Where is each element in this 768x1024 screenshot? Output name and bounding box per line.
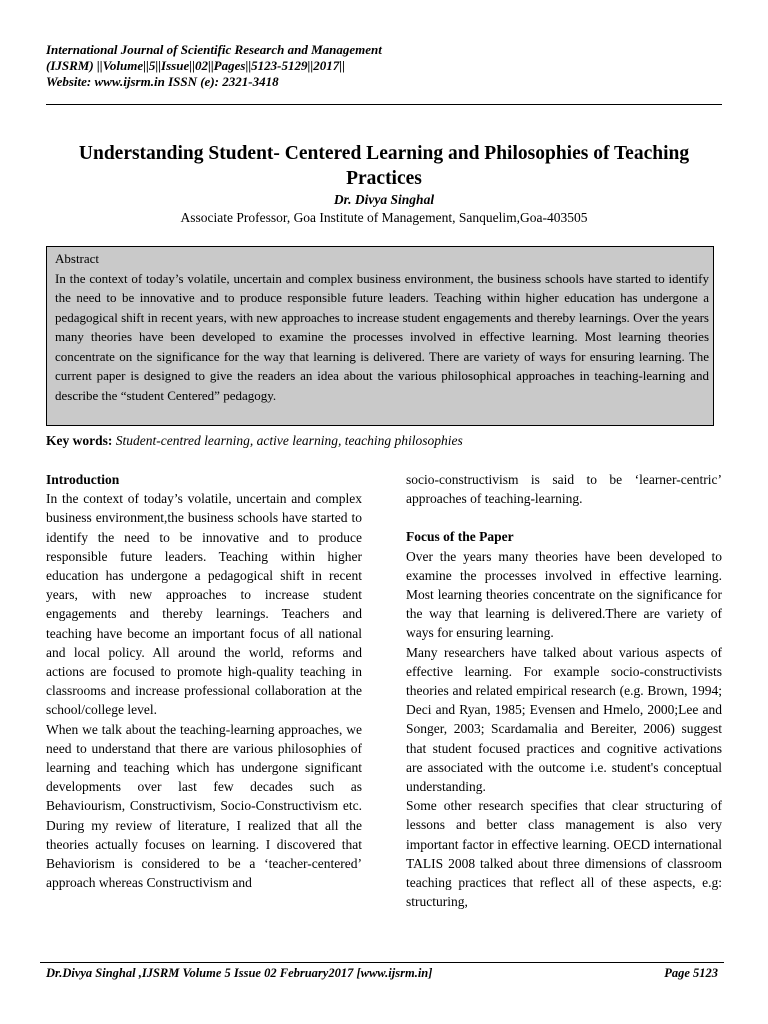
abstract-body: In the context of today’s volatile, uncertain and complex business environment, the business schools have started to identify the need to be innovative and to produce responsible future leaders. Teaching within higher education has undergone a pedagogical shift in recent years, with new approaches to increase student engagements and thereby learnings. Over the years many theories have been developed to examine the processes involved in effective learning. Most learning theories concentrate on the significance for the way that learning is delivered. There are variety of ways for ensuring learning. The current paper is designed to give the readers an idea about the various philosophical approaches in teaching-learning and describe the “student Centered” pedagogy. — [55, 270, 709, 403]
journal-name: International Journal of Scientific Research and Management — [46, 42, 382, 57]
keywords-line — [46, 432, 726, 449]
abstract-heading: Abstract — [55, 251, 100, 266]
abstract-box — [46, 246, 714, 426]
paper-title: Understanding Student- Centered Learning and Philosophies of Teaching Practices — [78, 143, 690, 189]
focus-paragraph-3: Some other research specifies that clear structuring of lessons and better class management is also very important factor in effective learning. OECD international TALIS 2008 talked about three dimensions of classroom teaching practices that reflect all of these aspects, e.g: structuring, — [406, 798, 722, 910]
header-divider — [46, 104, 722, 105]
intro-paragraph-2: When we talk about the teaching-learning approaches, we need to understand that there are various philosophies of learning and teaching which has undergone significant developments over last few decades such as Behaviourism, Constructivism, Socio-Constructivism etc. During my review of literature, I realized that all the theories actually focuses on learning. I discovered that Behaviorism is considered to be a ‘teacher-centered’ approach whereas Constructivism and — [46, 721, 362, 891]
keywords-text: Student-centred learning, active learning, teaching philosophies — [115, 433, 463, 448]
left-column — [46, 470, 362, 892]
paper-author: Dr. Divya Singhal — [333, 192, 435, 207]
journal-volume-info: (IJSRM) ||Volume||5||Issue||02||Pages||5123-5129||2017|| — [46, 58, 345, 73]
journal-header — [46, 42, 726, 90]
intro-paragraph-continued: socio-constructivism is said to be ‘learner-centric’ approaches of teaching-learning. — [406, 472, 722, 507]
author-affiliation: Associate Professor, Goa Institute of Management, Sanquelim,Goa-403505 — [180, 210, 588, 225]
keywords-label: Key words: — [46, 433, 113, 448]
journal-website: Website: www.ijsrm.in ISSN (e): 2321-3418 — [46, 74, 279, 89]
page-number: Page 5123 — [664, 966, 718, 980]
intro-paragraph-1: In the context of today’s volatile, uncertain and complex business environment,the business schools have started to identify the need to be innovative and to produce responsible future leaders. Teaching within higher education has undergone a pedagogical shift in recent years, with new approaches to increase student engagements and thereby learnings. Teachers and teaching have become an important focus of all national and local policy. All around the world, reforms and actions are focused to promote high-quality teaching in classrooms and increase professional collaboration at the school/college level. — [46, 491, 362, 718]
section-heading-introduction: Introduction — [46, 472, 120, 487]
focus-paragraph-2: Many researchers have talked about various aspects of effective learning. For example socio-constructivists theories and related empirical research (e.g. Brown, 1994; Deci and Ryan, 1985; Evensen and Hmelo, 2000;Lee and Songer, 2003; Scardamalia and Bereiter, 2006) suggest that student focused practices and cognitive activations are associated with the outcome i.e. student's conceptual understanding. — [406, 644, 722, 795]
paragraph-spacer — [406, 508, 722, 527]
footer-divider — [40, 962, 724, 963]
page-footer — [46, 965, 718, 981]
section-heading-focus: Focus of the Paper — [406, 529, 514, 545]
footer-citation: Dr.Divya Singhal ,IJSRM Volume 5 Issue 02 February2017 [www.ijsrm.in] — [46, 966, 433, 980]
focus-paragraph-1: Over the years many theories have been developed to examine the processes involved in effective learning. Most learning theories concentrate on the significance for the way that learning is delivered.There are variety of ways for ensuring learning. — [406, 548, 722, 641]
right-column — [406, 470, 722, 911]
